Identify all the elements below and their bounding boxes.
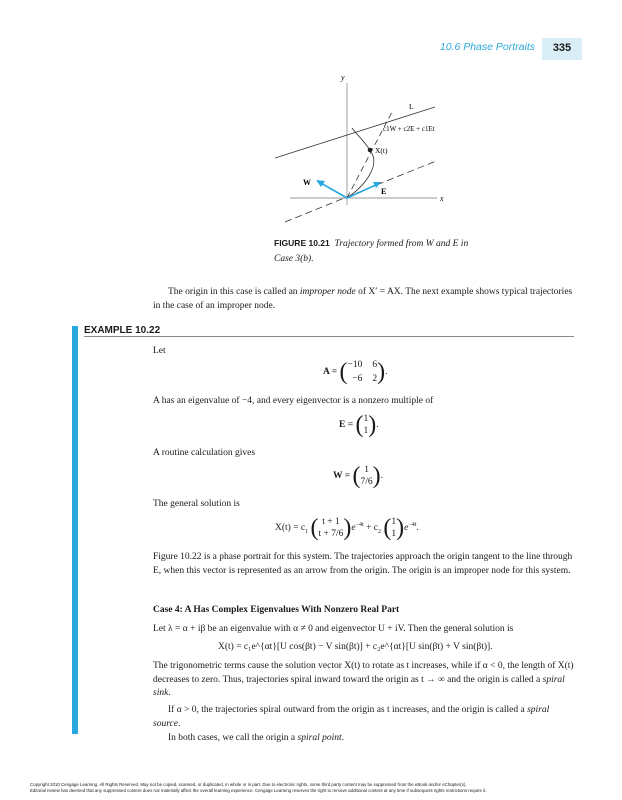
label-y: y [341,73,345,82]
figure-10-21 [0,0,622,240]
example-label: EXAMPLE 10.22 [84,325,161,336]
matrix-A-equation: A = ( −10 6 −6 2 ). [323,359,388,385]
let-text: Let [153,346,166,356]
term-spiral-source: spiral source [153,705,550,729]
section-title: 10.6 Phase Portraits [439,41,535,53]
term-spiral-sink: spiral sink [153,674,565,698]
caption-text: Trajectory formed from W and E in Case 3(b). [274,239,469,264]
copyright-line-2: Editorial review has deemed that any suppressed content does not materially affect the overall learning experience. Cengage Learning reserves the right to remove additional content at any time if subsequent rights restrictions require it. [30,788,487,793]
label-combination: c1W + c2E + c1Et [383,125,435,133]
case4-let-text: Let λ = α + iβ be an eigenvalue with α ≠ 0 and eigenvector U + iV. Then the general solution is [153,624,514,634]
intro-paragraph: The origin in this case is called an improper node of X′ = AX. The next example shows typical trajectories in the case of an improper node. [153,287,573,311]
label-L: L [409,102,414,111]
vector-E [347,184,378,198]
spiral-source-paragraph: If α > 0, the trajectories spiral outward from the origin as t increases, and the origin is called a spiral source. [153,705,550,729]
label-x: x [440,194,444,203]
term-spiral-point: spiral point [297,733,342,743]
spiral-sink-paragraph: The trigonometric terms cause the solution vector X(t) to rotate as t increases, while if α < 0, the length of X(t) decreases to zero. Thus, trajectories spiral inward toward the origin as t → ∞ and the origin is called a spiral sink. [153,661,574,698]
general-solution-text: The general solution is [153,499,240,509]
point-X [368,148,373,153]
case4-equation: X(t) = c₁e^{αt}[U cos(βt) − V sin(βt)] + c₂e^{αt}[U sin(βt) + V sin(βt)]. [218,642,493,652]
label-Xt: X(t) [375,146,388,155]
page-number: 335 [552,42,572,54]
label-W: W [303,178,311,187]
spiral-point-paragraph: In both cases, we call the origin a spiral point. [168,733,344,743]
term-improper-node: improper node [299,287,356,297]
caption-label: FIGURE 10.21 [274,238,330,248]
case4-title: Case 4: A Has Complex Eigenvalues With Nonzero Real Part [153,605,400,615]
vector-E-equation: E = (1 1). [339,412,379,438]
eigenvalue-text: A has an eigenvalue of −4, and every eigenvector is a nonzero multiple of [153,396,434,406]
label-E: E [381,187,387,196]
figure-paragraph: Figure 10.22 is a phase portrait for this system. The trajectories approach the origin tangent to the line through E, when this vector is represented as an arrow from the origin. The origin is an improper node for this system. [153,552,573,576]
vector-W [319,182,347,198]
copyright-line-1: Copyright 2010 Cengage Learning. All Rights Reserved. May not be copied, scanned, or duplicated, in whole or in part. Due to electronic rights, some third party content may be suppressed from the eBook and/or eChapter(s). [30,782,467,787]
arrow-head-W [316,180,325,187]
example-side-bar [72,326,78,734]
figure-caption [274,236,474,267]
general-solution-equation: $X(t) = c_1$ ( t + 1 $t + 7/6)e^{-4t} + c_2$ (1 $1)e^{-4t}$. [275,515,419,541]
routine-text: A routine calculation gives [153,448,256,458]
vector-W-equation: W = ( 1 7/6). [333,463,384,489]
